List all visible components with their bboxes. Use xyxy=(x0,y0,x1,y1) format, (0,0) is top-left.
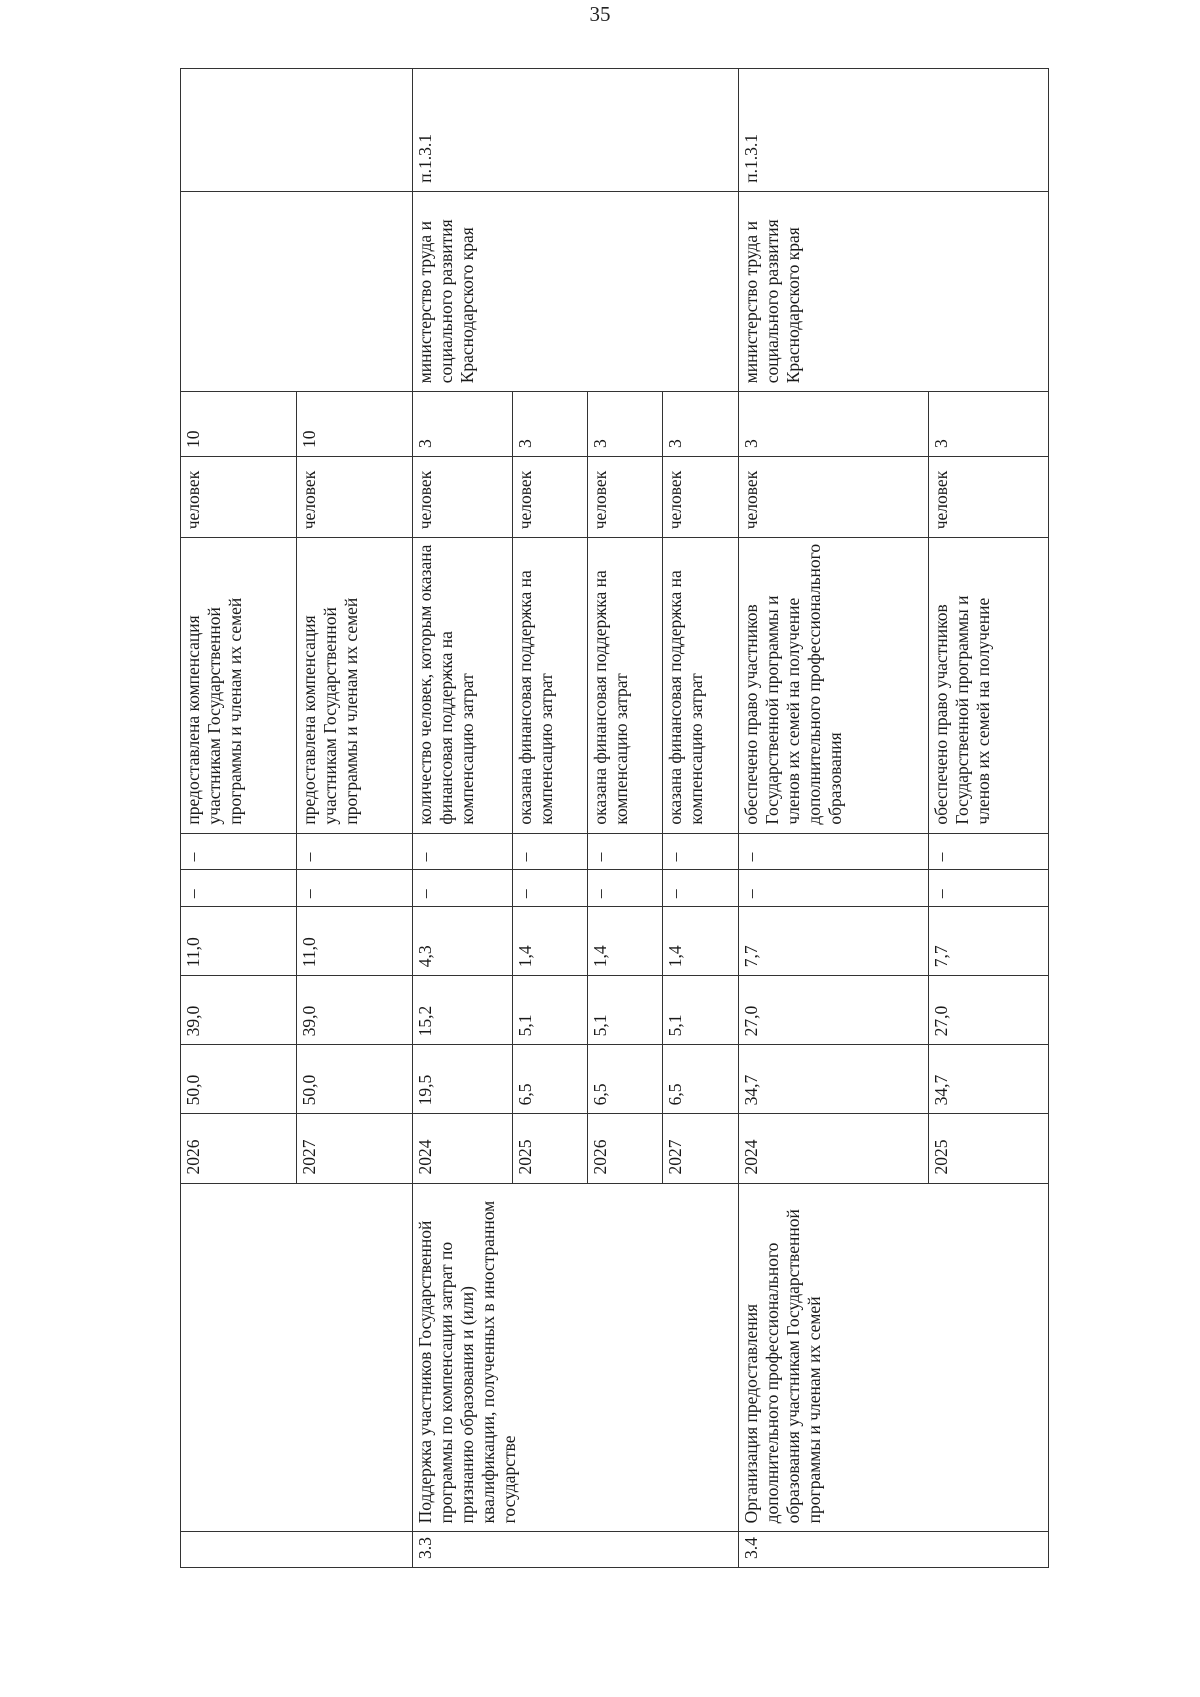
cell-local-budget: – xyxy=(181,870,297,907)
cell-regional-budget: 11,0 xyxy=(297,907,413,976)
page-number: 35 xyxy=(589,2,611,26)
cell-year: 2025 xyxy=(929,1114,1049,1183)
cell-unit: человек xyxy=(413,456,513,537)
cell-total: 6,5 xyxy=(663,1045,739,1114)
cell-value: 3 xyxy=(413,392,513,457)
cell-measure-name: Организация предоставления дополнительного профессионального образования участникам Государственной программы и членам их семей xyxy=(739,1183,1049,1532)
cell-total: 50,0 xyxy=(181,1045,297,1114)
cell-number xyxy=(181,1532,413,1568)
cell-regional-budget: 4,3 xyxy=(413,907,513,976)
cell-local-budget: – xyxy=(588,870,663,907)
cell-regional-budget: 7,7 xyxy=(929,907,1049,976)
cell-measure-name: Поддержка участников Государственной программы по компенсации затрат по признанию образования и (или) квалификации, полученных в иностранном государстве xyxy=(413,1183,739,1532)
cell-other-sources: – xyxy=(929,833,1049,870)
cell-reference: п.1.3.1 xyxy=(413,69,739,192)
cell-other-sources: – xyxy=(663,833,739,870)
cell-local-budget: – xyxy=(297,870,413,907)
cell-regional-budget: 7,7 xyxy=(739,907,929,976)
cell-total: 34,7 xyxy=(739,1045,929,1114)
cell-federal-budget: 39,0 xyxy=(181,976,297,1045)
cell-indicator: предоставлена компенсация участникам Государственной программы и членам их семей xyxy=(297,538,413,833)
cell-regional-budget: 1,4 xyxy=(513,907,588,976)
cell-total: 34,7 xyxy=(929,1045,1049,1114)
cell-unit: человек xyxy=(181,456,297,537)
cell-federal-budget: 27,0 xyxy=(929,976,1049,1045)
cell-indicator: оказана финансовая поддержка на компенсацию затрат xyxy=(663,538,739,833)
cell-regional-budget: 1,4 xyxy=(663,907,739,976)
cell-number: 3.3 xyxy=(413,1532,739,1568)
cell-year: 2026 xyxy=(181,1114,297,1183)
cell-federal-budget: 39,0 xyxy=(297,976,413,1045)
cell-year: 2024 xyxy=(739,1114,929,1183)
rotated-table-wrapper xyxy=(180,68,1120,1568)
cell-unit: человек xyxy=(739,456,929,537)
cell-total: 6,5 xyxy=(513,1045,588,1114)
cell-indicator: обеспечено право участников Государственной программы и членов их семей на получение дополнительного профессионального образования xyxy=(739,538,929,833)
cell-other-sources: – xyxy=(297,833,413,870)
cell-unit: человек xyxy=(297,456,413,537)
cell-other-sources: – xyxy=(739,833,929,870)
cell-other-sources: – xyxy=(513,833,588,870)
cell-unit: человек xyxy=(513,456,588,537)
cell-reference: п.1.3.1 xyxy=(739,69,1049,192)
cell-federal-budget: 5,1 xyxy=(588,976,663,1045)
cell-indicator: оказана финансовая поддержка на компенсацию затрат xyxy=(513,538,588,833)
cell-number: 3.4 xyxy=(739,1532,1049,1568)
cell-local-budget: – xyxy=(739,870,929,907)
cell-federal-budget: 15,2 xyxy=(413,976,513,1045)
cell-value: 3 xyxy=(588,392,663,457)
cell-total: 50,0 xyxy=(297,1045,413,1114)
cell-other-sources: – xyxy=(588,833,663,870)
cell-measure-name xyxy=(181,1183,413,1532)
cell-local-budget: – xyxy=(513,870,588,907)
table-row xyxy=(739,69,929,1568)
cell-unit: человек xyxy=(663,456,739,537)
cell-year: 2027 xyxy=(663,1114,739,1183)
cell-local-budget: – xyxy=(413,870,513,907)
cell-executor: министерство труда и социального развития Краснодарского края xyxy=(739,191,1049,392)
cell-federal-budget: 5,1 xyxy=(513,976,588,1045)
cell-value: 3 xyxy=(663,392,739,457)
cell-year: 2027 xyxy=(297,1114,413,1183)
cell-indicator: обеспечено право участников Государственной программы и членов их семей на получение xyxy=(929,538,1049,833)
cell-other-sources: – xyxy=(181,833,297,870)
cell-regional-budget: 11,0 xyxy=(181,907,297,976)
cell-year: 2025 xyxy=(513,1114,588,1183)
cell-unit: человек xyxy=(588,456,663,537)
cell-local-budget: – xyxy=(929,870,1049,907)
cell-year: 2026 xyxy=(588,1114,663,1183)
cell-indicator: предоставлена компенсация участникам Государственной программы и членам их семей xyxy=(181,538,297,833)
cell-total: 6,5 xyxy=(588,1045,663,1114)
cell-year: 2024 xyxy=(413,1114,513,1183)
cell-executor: министерство труда и социального развития Краснодарского края xyxy=(413,191,739,392)
cell-other-sources: – xyxy=(413,833,513,870)
table-row xyxy=(413,69,513,1568)
cell-indicator: оказана финансовая поддержка на компенсацию затрат xyxy=(588,538,663,833)
cell-executor xyxy=(181,191,413,392)
cell-value: 10 xyxy=(181,392,297,457)
cell-indicator: количество человек, которым оказана финансовая поддержка на компенсацию затрат xyxy=(413,538,513,833)
program-measures-table xyxy=(180,68,1049,1568)
cell-unit: человек xyxy=(929,456,1049,537)
cell-reference xyxy=(181,69,413,192)
cell-local-budget: – xyxy=(663,870,739,907)
cell-regional-budget: 1,4 xyxy=(588,907,663,976)
table-row xyxy=(181,69,297,1568)
cell-federal-budget: 5,1 xyxy=(663,976,739,1045)
cell-value: 3 xyxy=(739,392,929,457)
cell-total: 19,5 xyxy=(413,1045,513,1114)
cell-federal-budget: 27,0 xyxy=(739,976,929,1045)
cell-value: 3 xyxy=(513,392,588,457)
cell-value: 3 xyxy=(929,392,1049,457)
cell-value: 10 xyxy=(297,392,413,457)
